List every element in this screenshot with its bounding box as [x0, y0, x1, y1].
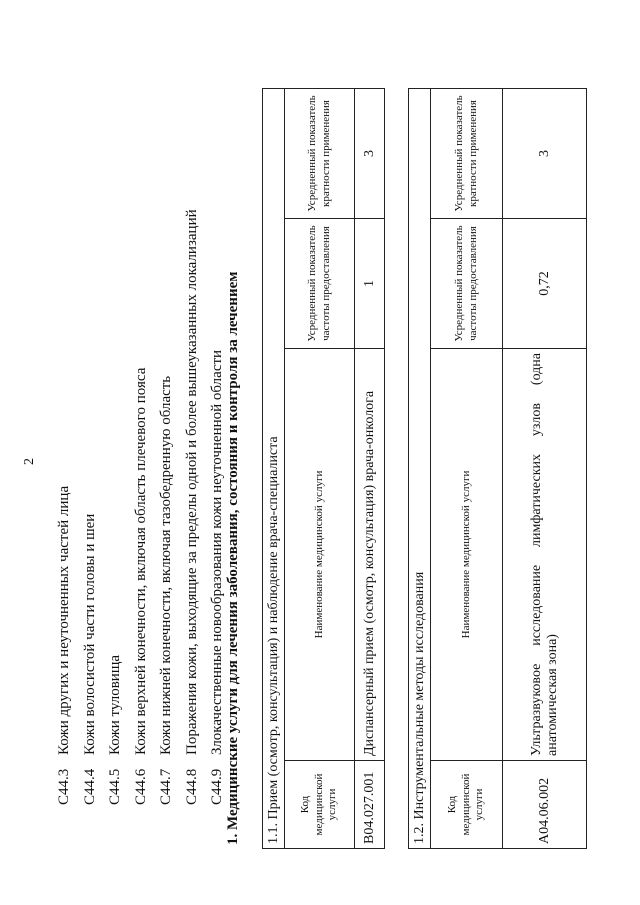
- header-name: Наименование медицинской услуги: [431, 349, 503, 761]
- diagnosis-name: Кожи верхней конечности, включая область плечевого пояса: [132, 367, 149, 755]
- table-row: [355, 88, 385, 848]
- header-frequency: Усредненный показатель частоты предоставления: [285, 219, 355, 349]
- diagnosis-name: Кожи других и неуточненных частей лица: [56, 485, 73, 755]
- diagnosis-name: Кожи туловища: [107, 654, 124, 755]
- table-row: [503, 88, 587, 848]
- header-code: Код медицинской услуги: [431, 761, 503, 849]
- service-code: B04.027.001: [355, 761, 385, 849]
- table-caption: 1.2. Инструментальные методы исследования: [409, 88, 431, 848]
- diagnosis-code: C44.8: [183, 768, 200, 805]
- diagnosis-item: [78, 85, 104, 805]
- diagnosis-code: C44.6: [132, 768, 149, 805]
- diagnosis-item: [103, 85, 129, 805]
- header-frequency: Усредненный показатель частоты предоставления: [431, 219, 503, 349]
- diagnosis-name: Поражения кожи, выходящие за пределы одной и более вышеуказанных локализаций: [183, 209, 200, 755]
- header-code: Код медицинской услуги: [285, 761, 355, 849]
- table-instrumental: [408, 88, 587, 849]
- service-frequency: 0,72: [503, 219, 587, 349]
- service-name: Диспансерный прием (осмотр, консультация) врача-онколога: [355, 349, 385, 761]
- service-name: Ультразвуковое исследование лимфатических узлов (одна анатомическая зона): [503, 349, 587, 761]
- table-consultations: [262, 88, 385, 849]
- page-number: 2: [22, 458, 37, 465]
- diagnosis-item: [154, 85, 180, 805]
- service-frequency: 1: [355, 219, 385, 349]
- diagnosis-item: [52, 85, 78, 805]
- header-multiplicity: Усредненный показатель кратности применения: [285, 88, 355, 218]
- diagnosis-list: [52, 85, 231, 805]
- service-multiplicity: 3: [355, 88, 385, 218]
- diagnosis-code: C44.9: [209, 768, 226, 805]
- diagnosis-code: C44.7: [158, 768, 175, 805]
- header-name: Наименование медицинской услуги: [285, 349, 355, 761]
- diagnosis-item: [129, 85, 155, 805]
- header-multiplicity: Усредненный показатель кратности применения: [431, 88, 503, 218]
- diagnosis-name: Кожи волосистой части головы и шеи: [81, 513, 98, 755]
- diagnosis-name: Злокачественные новообразования кожи неуточненной области: [209, 349, 226, 755]
- diagnosis-code: C44.3: [56, 768, 73, 805]
- diagnosis-code: C44.4: [81, 768, 98, 805]
- section-title: 1. Медицинские услуги для лечения заболевания, состояния и контроля за лечением: [225, 271, 241, 845]
- service-multiplicity: 3: [503, 88, 587, 218]
- diagnosis-item: [180, 85, 206, 805]
- service-code: A04.06.002: [503, 761, 587, 849]
- diagnosis-name: Кожи нижней конечности, включая тазобедренную область: [158, 375, 175, 755]
- diagnosis-code: C44.5: [107, 768, 124, 805]
- table-caption: 1.1. Прием (осмотр, консультация) и наблюдение врача-специалиста: [263, 88, 285, 848]
